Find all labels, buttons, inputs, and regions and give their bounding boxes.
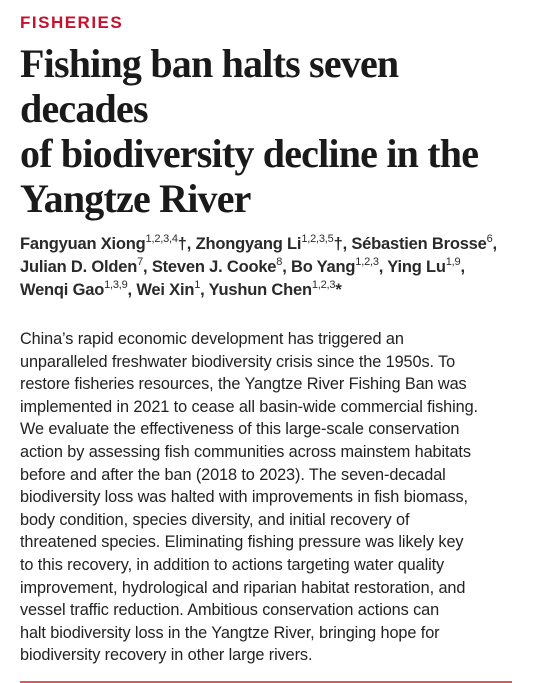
author-name: Ying Lu xyxy=(387,258,446,276)
title-line: Fishing ban halts seven decades xyxy=(20,41,399,131)
affiliation-sup: 1,2,3,5 xyxy=(301,233,334,245)
abstract-line: China’s rapid economic development has triggered an xyxy=(20,330,404,348)
abstract-line: threatened species. Eliminating fishing pressure was likely key xyxy=(20,533,464,552)
abstract-line: unparalleled freshwater biodiversity crisis since the 1950s. To xyxy=(20,352,456,371)
author[interactable] xyxy=(20,281,128,299)
section-label: FISHERIES xyxy=(20,13,124,32)
author-separator: , xyxy=(342,235,352,253)
author[interactable] xyxy=(387,258,460,276)
author-separator: , xyxy=(186,235,196,253)
abstract-line: implemented in 2021 to cease all basin-wide commercial fishing. xyxy=(20,397,478,416)
abstract xyxy=(20,328,534,667)
abstract-line: before and after the ban (2018 to 2023). The seven-decadal xyxy=(20,465,446,484)
author[interactable] xyxy=(152,258,282,276)
abstract-line: restore fisheries resources, the Yangtze River Fishing Ban was xyxy=(20,375,467,394)
author[interactable] xyxy=(291,258,379,276)
author-name: Bo Yang xyxy=(290,258,356,276)
author-mark: † xyxy=(333,235,343,253)
author-name: Wenqi Gao xyxy=(20,281,105,299)
article-title xyxy=(20,41,534,221)
affiliation-sup: 1,2,3,4 xyxy=(145,233,178,245)
author[interactable] xyxy=(136,281,200,299)
author[interactable] xyxy=(20,258,143,276)
affiliation-sup: 1,2,3 xyxy=(355,256,379,268)
author[interactable] xyxy=(196,235,343,253)
author-separator: , xyxy=(492,235,497,253)
author-name: Fangyuan Xiong xyxy=(20,235,146,253)
affiliation-sup: 1,2,3 xyxy=(311,279,336,291)
abstract-line: We evaluate the effectiveness of this large-scale conservation xyxy=(20,420,460,439)
affiliation-sup: 1,3,9 xyxy=(104,279,128,291)
affiliation-sup: 1 xyxy=(194,279,201,291)
affiliation-sup: 8 xyxy=(276,256,283,268)
author-name: Yushun Chen xyxy=(208,281,312,299)
author-separator: , xyxy=(282,258,291,276)
abstract-line: vessel traffic reduction. Ambitious conservation actions can xyxy=(20,601,440,620)
title-line: of biodiversity decline in the xyxy=(20,131,479,176)
abstract-line: biodiversity recovery in other large rivers. xyxy=(20,646,313,665)
author-name: Julian D. Olden xyxy=(20,258,138,276)
abstract-line: action by assessing fish communities across mainstem habitats xyxy=(20,442,471,461)
author-separator: , xyxy=(378,258,388,276)
author-separator: , xyxy=(127,281,137,299)
author-separator: , xyxy=(200,281,209,299)
abstract-line: to this recovery, in addition to actions targeting water quality xyxy=(20,555,445,574)
abstract-line: improvement, hydrological and riparian habitat restoration, and xyxy=(20,578,466,597)
affiliation-sup: 6 xyxy=(486,233,493,245)
abstract-line: body condition, species diversity, and initial recovery of xyxy=(20,510,410,529)
author-name: Zhongyang Li xyxy=(195,235,302,253)
affiliation-sup: 7 xyxy=(137,256,144,268)
abstract-line: halt biodiversity loss in the Yangtze River, bringing hope for xyxy=(20,623,440,642)
author-name: Wei Xin xyxy=(136,281,195,299)
author-mark: * xyxy=(335,281,342,299)
author-name: Steven J. Cooke xyxy=(151,258,277,276)
abstract-line: biodiversity loss was halted with improvements in fish biomass, xyxy=(20,488,468,507)
author[interactable] xyxy=(351,235,492,253)
author-mark: † xyxy=(177,235,187,253)
title-line: Yangtze River xyxy=(20,176,251,221)
affiliation-sup: 1,9 xyxy=(445,256,461,268)
author[interactable] xyxy=(209,281,342,299)
author-separator: , xyxy=(460,258,465,276)
author[interactable] xyxy=(20,235,187,253)
author-separator: , xyxy=(143,258,152,276)
author-list xyxy=(20,233,534,302)
author-name: Sébastien Brosse xyxy=(351,235,487,253)
